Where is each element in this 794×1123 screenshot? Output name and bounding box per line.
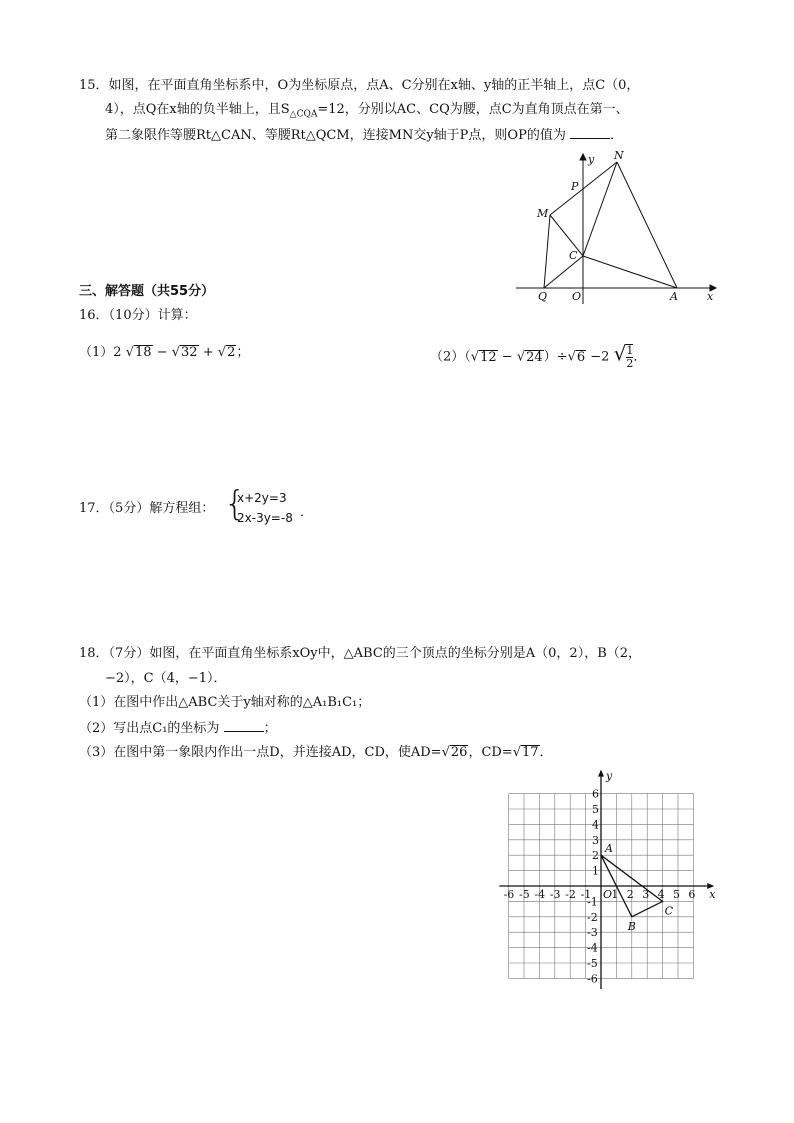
label-P: P [571, 180, 579, 193]
label-A: A [670, 290, 678, 303]
x-axis-label: x [709, 888, 716, 901]
point-B-label: B [627, 919, 636, 933]
origin-label: O [603, 888, 613, 901]
x-tick-label: -5 [519, 888, 530, 901]
y-tick-label: -4 [587, 941, 598, 955]
q18-item3: （3）在图中第一象限内作出一点D，并连接AD，CD，使AD=√26，CD=√17． [79, 745, 553, 760]
x-tick-label: -6 [503, 888, 515, 901]
y-tick-label: -5 [587, 957, 598, 970]
x-tick-label: 6 [688, 888, 696, 901]
q18-item1: （1）在图中作出△ABC关于y轴对称的△A₁B₁C₁； [79, 695, 371, 710]
segment-QM [544, 215, 550, 288]
y-tick-label: 5 [592, 803, 599, 816]
q16-intro: 16．（10分）计算： [79, 308, 197, 323]
q17-intro: 17．（5分）解方程组： [79, 501, 215, 516]
q18-line2: −2），C（4，−1）． [105, 671, 227, 686]
y-tick-label: -3 [587, 926, 598, 940]
y-tick-label: -6 [587, 972, 598, 986]
x-tick-label: -2 [565, 888, 576, 901]
q18-line1: 18．（7分）如图，在平面直角坐标系xOy中，△ABC的三个顶点的坐标分别是A（0，2），B（2， [79, 646, 642, 661]
x-tick-label: -4 [534, 888, 546, 901]
q16-part2: （2）（√12 − √24）÷√6 −2 √ $\frac{1}{2}$ ． [430, 341, 647, 370]
y-tick-label: 4 [592, 818, 599, 832]
q16-part1: （1）2 √18 − √32 + √2； [79, 345, 250, 360]
label-O: O [572, 290, 582, 303]
label-N: N [614, 149, 624, 162]
answer-blank [570, 126, 610, 139]
segment-CA [583, 256, 677, 288]
q17-end: ． [300, 505, 314, 520]
segment-AN [617, 162, 677, 288]
equation-2: 2x-3y=-8 [237, 511, 293, 525]
x-tick-label: 5 [673, 888, 680, 901]
y-tick-label: 1 [592, 864, 599, 878]
label-y: y [588, 153, 595, 166]
y-axis-label: y [606, 769, 613, 783]
q15-figure [510, 148, 725, 308]
section-heading: 三、解答题（共55分） [79, 284, 215, 299]
segment-NC [583, 162, 617, 256]
q18-grid-figure [495, 768, 720, 996]
x-tick-label: 4 [657, 888, 665, 901]
y-tick-label: -1 [587, 895, 598, 909]
x-tick-label: -1 [580, 888, 592, 901]
segment-MC [550, 215, 583, 256]
x-tick-label: 2 [626, 888, 634, 901]
label-M: M [537, 207, 549, 220]
x-tick-label: 1 [611, 888, 619, 901]
y-tick-label: 2 [592, 849, 599, 863]
equation-1: x+2y=3 [237, 491, 287, 505]
label-C: C [569, 249, 578, 262]
x-tick-label: 3 [642, 888, 650, 901]
y-tick-label: 3 [592, 833, 599, 847]
y-tick-label: -2 [587, 910, 598, 924]
y-tick-label: 6 [592, 787, 599, 801]
point-C-label: C [664, 904, 674, 918]
label-x: x [707, 290, 714, 303]
x-tick-label: -3 [549, 888, 561, 901]
equation-brace: { [224, 484, 246, 524]
q15-line2: 4），点Q在x轴的负半轴上，且$S_{\triangle CQA}=12$，分别以AC、CQ为腰，点C为直角顶点在第一、 [105, 102, 629, 120]
q18-item2: （2）写出点C₁的坐标为 ； [79, 721, 277, 736]
answer-blank [224, 719, 264, 732]
y-axis-arrow [598, 770, 604, 777]
y-axis-arrow [580, 154, 586, 160]
label-Q: Q [538, 290, 548, 303]
q15-line3: 第二象限作等腰Rt△CAN、等腰Rt△QCM，连接MN交y轴于P点，则OP的值为 ． [105, 128, 623, 143]
q15-line1: 15．如图，在平面直角坐标系中，O为坐标原点，点A、C分别在x轴、y轴的正半轴上，点C（0， [79, 78, 640, 93]
point-A-label: A [605, 842, 613, 856]
